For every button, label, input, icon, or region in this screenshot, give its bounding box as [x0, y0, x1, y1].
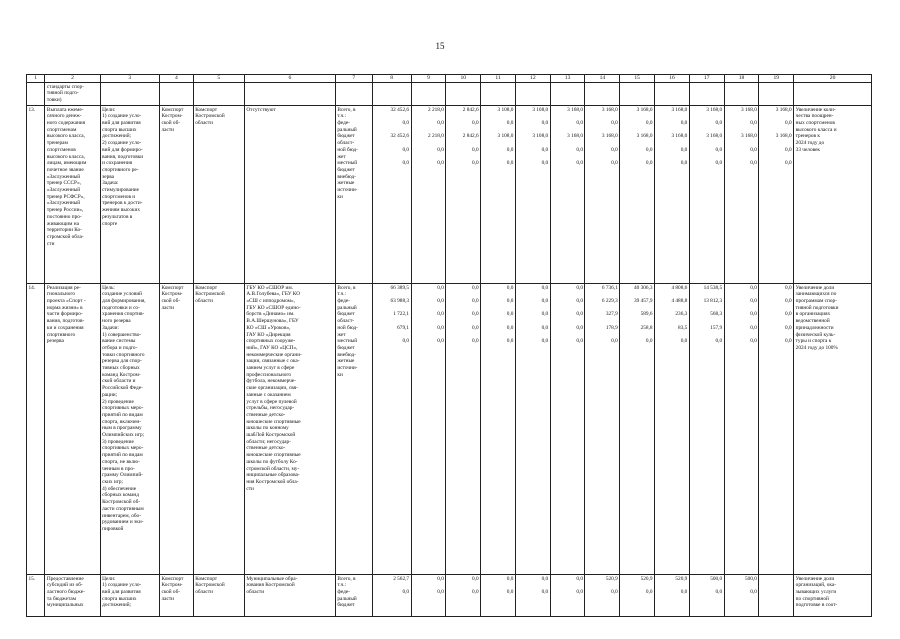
funding-value: 0,0: [541, 311, 549, 318]
funding-value: 3 168,0: [775, 106, 792, 113]
funding-value: 0,0: [437, 338, 444, 345]
funding-values-col: [724, 283, 759, 574]
funding-value: 0,0: [437, 146, 444, 153]
funding-sources: [335, 105, 372, 283]
responsible-committee: Комспорт Костром- ской об- ласти: [159, 574, 193, 616]
funding-values-col: [372, 105, 411, 283]
funding-value: 0,0: [541, 120, 549, 126]
funding-value: 0,0: [506, 284, 514, 291]
funding-value: 0,0: [611, 338, 618, 345]
funding-values-col: [446, 105, 481, 283]
funding-value: 32 452,6: [390, 133, 410, 140]
funding-value: 0,0: [541, 575, 549, 582]
funding-value: 0,0: [402, 120, 410, 126]
funding-value: 6 736,1: [601, 284, 618, 291]
funding-value: 0,0: [611, 146, 618, 153]
funding-value: 0,0: [472, 298, 479, 304]
activity-name: Реализация ре- гионального проекта «Спорт - норма жизни» в части формиро- вания, подготов- ки и сохранения спортивного резерва: [45, 283, 100, 574]
funding-value: 0,0: [680, 160, 688, 167]
column-number: 9: [411, 75, 446, 83]
funding-values-col: [655, 574, 690, 616]
funding-values-col: [550, 105, 585, 283]
column-number: 4: [159, 75, 193, 83]
participants: Отсутствуют: [244, 105, 335, 283]
continuation-row: [27, 82, 872, 105]
funding-value: 0,0: [785, 338, 792, 345]
funding-values-col: [515, 283, 550, 574]
funding-value: 0,0: [576, 575, 583, 582]
funding-value: 14 538,5: [703, 284, 723, 291]
funding-value: 3 108,0: [497, 133, 514, 140]
funding-value: 178,9: [605, 324, 618, 331]
funding-value: 3 168,0: [775, 133, 792, 140]
funding-value: 0,0: [506, 298, 514, 304]
program-row: [27, 105, 872, 283]
activity-name: Выплата ежеме- сячного денеж- ного содержания спортсменам высокого класса, тренерам спортсменов высокого класса, лицам, имеющим почетное звание «Заслуженный тренер СССР», «Заслуженный тренер РСФСР», «Заслуженный тренер России», постоянно про- живающим на территории Ко- стромской обла- сти: [45, 105, 100, 283]
funding-value: 0,0: [680, 120, 688, 126]
funding-value: 0,0: [472, 120, 479, 126]
column-number: 20: [794, 75, 872, 83]
funding-value: 3 168,0: [671, 106, 688, 113]
executor: Комспорт Костромской области: [193, 283, 244, 574]
funding-value: 0,0: [472, 311, 479, 318]
funding-value: 0,0: [645, 146, 653, 153]
funding-value: 0,0: [472, 589, 479, 595]
funding-values-col: [481, 105, 516, 283]
funding-value: 157,9: [710, 324, 723, 331]
funding-value: 0,0: [611, 120, 618, 126]
funding-value: 0,0: [576, 311, 583, 318]
funding-value: 0,0: [472, 146, 479, 153]
column-number: 18: [724, 75, 759, 83]
funding-source-label: феде- ральный бюджет: [337, 589, 357, 609]
column-number: 15: [620, 75, 655, 83]
funding-value: 3 168,0: [601, 106, 618, 113]
funding-source-label: местный бюджет: [337, 338, 358, 351]
column-number-row: [27, 75, 872, 83]
funding-value: 0,0: [576, 324, 583, 331]
funding-value: 0,0: [437, 298, 444, 304]
funding-value: 0,0: [576, 120, 583, 126]
funding-values-col: [515, 574, 550, 616]
column-number: 19: [759, 75, 794, 83]
funding-values-col: [411, 574, 446, 616]
funding-value: 520,9: [605, 575, 618, 582]
funding-values-col: [550, 283, 585, 574]
funding-value: 0,0: [715, 146, 723, 153]
funding-value: 3 168,0: [567, 133, 583, 140]
column-number: 10: [446, 75, 481, 83]
funding-value: 0,0: [750, 311, 757, 318]
funding-value: 0,0: [645, 120, 653, 126]
funding-value: 0,0: [402, 146, 410, 153]
funding-value: 0,0: [506, 324, 514, 331]
column-number: 17: [689, 75, 724, 83]
funding-value: 500,0: [744, 575, 757, 582]
funding-value: 0,0: [645, 338, 653, 345]
row-number: 14.: [27, 283, 45, 574]
funding-source-label: феде- ральный бюджет: [337, 120, 357, 140]
funding-value: 3 168,0: [741, 133, 757, 140]
funding-value: 83,5: [678, 324, 688, 331]
participants: ГБУ КО «СШОР им. А.В.Голубева», ГБУ КО «СШ с ипподромом», ГБУ КО «СШОР едино- борств «Динамо» им. В.А.Шершунова», ГБУ КО «СШ «Уроков», ГАУ КО «Дирекция спортивных сооруже- ний», ГАУ КО «ЦСП», некоммерческие органи- зации, связанные с ока- занием услуг в сфере профессионального футбола, некоммерче- ские организации, свя- занные с оказанием услуг в сфере пулевой стрельбы, негосудар- ственные детско- юношеские спортивные школы по конному шабЛой Костромской области; негосудар- ственные детско- юношеские спортивные школы по футболу Ко- стромской области, му- ниципальные образова- ния Костромской обла- сти: [244, 283, 335, 574]
funding-value: 679,1: [397, 324, 410, 331]
goals-tasks: Цели: 1) создание усло- вий для развития спорта высших достижений;: [100, 574, 159, 616]
funding-values-col: [411, 105, 446, 283]
funding-values-col: [550, 574, 585, 616]
funding-values-col: [481, 574, 516, 616]
funding-value: 0,0: [472, 284, 479, 291]
funding-values-col: [655, 105, 690, 283]
funding-values-col: [446, 574, 481, 616]
funding-value: 0,0: [611, 589, 618, 595]
funding-source-label: област- ной бюд- жет: [337, 318, 358, 338]
funding-value: 0,0: [437, 284, 444, 291]
row-number: 15.: [27, 574, 45, 616]
funding-source-label: област- ной бюд- жет: [337, 140, 358, 160]
expected-result: Увеличение доли занимающихся по программам спор- тивной подготовки в организациях ведомственной принадлежности физической куль- туры и спорта к 2024 году до 100%: [794, 283, 872, 574]
funding-value: 3 108,0: [532, 106, 549, 113]
funding-value: 0,0: [541, 338, 549, 345]
funding-values-col: [759, 105, 794, 283]
funding-value: 0,0: [750, 324, 757, 331]
funding-value: 589,6: [640, 311, 653, 318]
expected-result: Увеличение доли организаций, ока- зывающих услуги по спортивной подготовке в соот-: [794, 574, 872, 616]
funding-value: 0,0: [472, 160, 479, 167]
funding-value: 0,0: [576, 284, 583, 291]
funding-value: 1 722,1: [393, 311, 410, 318]
continuation-text: стандарты спор- тивной подго- товки): [45, 82, 100, 105]
activity-name: Предоставление субсидий из об- ластного бюдже- та бюджетам муниципальных: [45, 574, 100, 616]
funding-values-col: [759, 283, 794, 574]
funding-value: 4 808,6: [671, 284, 688, 291]
funding-values-col: [446, 283, 481, 574]
funding-value: 0,0: [680, 146, 688, 153]
funding-values-col: [620, 105, 655, 283]
funding-value: 0,0: [402, 338, 410, 345]
column-number: 1: [27, 75, 45, 83]
funding-value: 2 218,0: [427, 133, 444, 140]
funding-value: 0,0: [506, 575, 514, 582]
funding-value: [761, 589, 792, 602]
funding-values-col: [481, 283, 516, 574]
funding-value: 0,0: [785, 120, 792, 126]
funding-sources: [335, 283, 372, 574]
funding-value: 0,0: [645, 160, 653, 167]
funding-value: 0,0: [576, 160, 583, 167]
funding-values-col: [515, 105, 550, 283]
program-table: [26, 74, 872, 617]
funding-values-col: [689, 283, 724, 574]
funding-value: 236,3: [675, 311, 688, 318]
funding-value: 0,0: [506, 160, 514, 167]
column-number: 8: [372, 75, 411, 83]
funding-value: 0,0: [785, 311, 792, 318]
page-number: 15: [435, 41, 445, 51]
funding-value: 0,0: [785, 298, 792, 304]
funding-value: 0,0: [541, 284, 549, 291]
funding-values-col: [689, 574, 724, 616]
funding-value: 3 168,0: [567, 106, 583, 113]
funding-values-col: [585, 283, 620, 574]
funding-values-col: [372, 283, 411, 574]
funding-values-col: [620, 283, 655, 574]
funding-values-col: [724, 105, 759, 283]
funding-value: 0,0: [437, 575, 444, 582]
funding-value: 3 108,0: [497, 106, 514, 113]
column-number: 2: [45, 75, 100, 83]
funding-value: 0,0: [750, 284, 757, 291]
responsible-committee: Комспорт Костром- ской об- ласти: [159, 283, 193, 574]
funding-value: 0,0: [437, 324, 444, 331]
funding-value: 0,0: [506, 589, 514, 595]
funding-source-label: Всего, в т.ч.:: [337, 575, 356, 589]
funding-source-label: внебюд- жетные источни- ки: [337, 173, 358, 200]
funding-value: 13 812,3: [703, 298, 723, 304]
funding-value: 0,0: [680, 338, 688, 345]
column-number: 7: [335, 75, 372, 83]
funding-source-label: феде- ральный бюджет: [337, 298, 357, 318]
row-number: 13.: [27, 105, 45, 283]
program-row: [27, 574, 872, 616]
funding-source-label: местный бюджет: [337, 160, 358, 173]
funding-value: 0,0: [785, 160, 792, 167]
funding-value: 0,0: [750, 338, 757, 345]
column-number: 14: [585, 75, 620, 83]
funding-value: 3 168,0: [636, 133, 653, 140]
funding-source-label: Всего, в т.ч.:: [337, 284, 356, 298]
funding-value: 0,0: [576, 298, 583, 304]
funding-value: 0,0: [750, 146, 757, 153]
column-number: 16: [655, 75, 690, 83]
responsible-committee: Комспорт Костром- ской об- ласти: [159, 105, 193, 283]
funding-value: 3 168,0: [671, 133, 688, 140]
funding-values-col: [585, 574, 620, 616]
funding-value: 3 168,0: [741, 106, 757, 113]
goals-tasks: Цели: 1) создание усло- вий для развития спорта высших достижений; 2) создание усло- вий для формиро- вания, подготовки и сохранения спортивного ре- зерва Задача: стимулирование спортсменов и тренеров к дости- жениям высоких результатов в спорте: [100, 105, 159, 283]
column-number: 13: [550, 75, 585, 83]
funding-value: 0,0: [645, 589, 653, 595]
funding-value: 500,0: [710, 575, 723, 582]
funding-value: 0,0: [785, 284, 792, 291]
funding-value: 0,0: [402, 160, 410, 167]
funding-value: 0,0: [715, 160, 723, 167]
funding-value: 0,0: [715, 120, 723, 126]
column-number: 12: [515, 75, 550, 83]
funding-value: 39 457,9: [634, 298, 653, 304]
funding-value: 0,0: [541, 298, 549, 304]
funding-value: 327,9: [605, 311, 618, 318]
funding-values-col: [585, 105, 620, 283]
funding-value: 0,0: [437, 120, 444, 126]
funding-value: 0,0: [506, 146, 514, 153]
funding-value: 0,0: [611, 160, 618, 167]
funding-values-col: [620, 574, 655, 616]
funding-value: 2 562,7: [393, 575, 410, 582]
funding-value: 4 488,8: [671, 298, 688, 304]
funding-value: 0,0: [680, 589, 688, 595]
funding-value: 0,0: [402, 589, 410, 595]
funding-value: 2 218,0: [427, 106, 444, 113]
funding-value: 0,0: [750, 298, 757, 304]
funding-value: 0,0: [715, 589, 723, 595]
funding-values-col: [655, 283, 690, 574]
funding-source-label: Всего, в т.ч.:: [337, 106, 356, 120]
funding-value: 0,0: [472, 338, 479, 345]
executor: Комспорт Костромской области: [193, 105, 244, 283]
funding-value: 0,0: [785, 146, 792, 153]
executor: Комспорт Костромской области: [193, 574, 244, 616]
funding-value: 0,0: [506, 311, 514, 318]
funding-value: 0,0: [472, 575, 479, 582]
funding-value: 568,3: [710, 311, 723, 318]
funding-value: 3 168,0: [706, 106, 723, 113]
funding-value: 32 452,6: [390, 106, 410, 113]
funding-source-label: внебюд- жетные источни- ки: [337, 351, 358, 378]
expected-result: Увеличение коли- чества поощрен- ных спортсменов высокого класса и тренеров к 2024 году до 33 человек: [794, 105, 872, 283]
funding-value: 0,0: [750, 589, 757, 595]
column-number: 11: [481, 75, 516, 83]
funding-value: 6 229,3: [601, 298, 618, 304]
funding-value: 0,0: [437, 589, 444, 595]
funding-value: 3 168,0: [706, 133, 723, 140]
funding-value: 0,0: [437, 311, 444, 318]
funding-value: 0,0: [785, 324, 792, 331]
funding-value: 3 108,0: [532, 133, 549, 140]
program-row: [27, 283, 872, 574]
funding-values-col: [411, 283, 446, 574]
funding-value: 0,0: [506, 338, 514, 345]
funding-value: 0,0: [541, 160, 549, 167]
funding-value: 0,0: [506, 120, 514, 126]
funding-values-col: [759, 574, 794, 616]
funding-value: 0,0: [576, 589, 583, 595]
funding-value: 520,9: [675, 575, 688, 582]
funding-value: 0,0: [576, 338, 583, 345]
column-number: 3: [100, 75, 159, 83]
funding-value: 2 842,6: [462, 133, 479, 140]
funding-value: 0,0: [715, 338, 723, 345]
funding-value: 0,0: [541, 324, 549, 331]
funding-value: 0,0: [750, 160, 757, 167]
funding-values-col: [372, 574, 411, 616]
funding-value: 0,0: [576, 146, 583, 153]
funding-sources: [335, 574, 372, 616]
funding-value: 0,0: [541, 146, 549, 153]
funding-value: 0,0: [750, 120, 757, 126]
funding-values-col: [689, 105, 724, 283]
funding-value: 2 842,6: [462, 106, 479, 113]
funding-values-col: [724, 574, 759, 616]
participants: Муниципальные обра- зования Костромской области: [244, 574, 335, 616]
funding-value: 258,8: [640, 324, 653, 331]
funding-value: 3 168,0: [636, 106, 653, 113]
column-number: 6: [244, 75, 335, 83]
goals-tasks: Цель: создание условий для формирования, подготовки и со- хранения спортив- ного резерва Задачи: 1) совершенство- вание системы отбора и подго- товки спортивного резерва для спор- тивных сборных команд Костром- ской области и Российской Феде- рации; 2) проведение спортивных меро- приятий по видам спорта, включен- ным в программу Олимпийских игр; 3) проведение спортивных меро- приятий по видам спорта, не вклю- ченным в про- грамму Олимпий- ских игр; 4) обеспечение сборных команд Костромской об- ласти спортивным инвентарем, обо- рудованием и эки- пировкой: [100, 283, 159, 574]
funding-value: [761, 576, 792, 589]
funding-value: 40 306,3: [634, 284, 653, 291]
funding-value: 0,0: [437, 160, 444, 167]
funding-value: 520,9: [640, 575, 653, 582]
funding-value: 66 389,5: [390, 284, 410, 291]
funding-value: 3 168,0: [601, 133, 618, 140]
funding-value: 0,0: [541, 589, 549, 595]
funding-value: 0,0: [472, 324, 479, 331]
funding-value: 63 988,3: [390, 298, 410, 304]
column-number: 5: [193, 75, 244, 83]
